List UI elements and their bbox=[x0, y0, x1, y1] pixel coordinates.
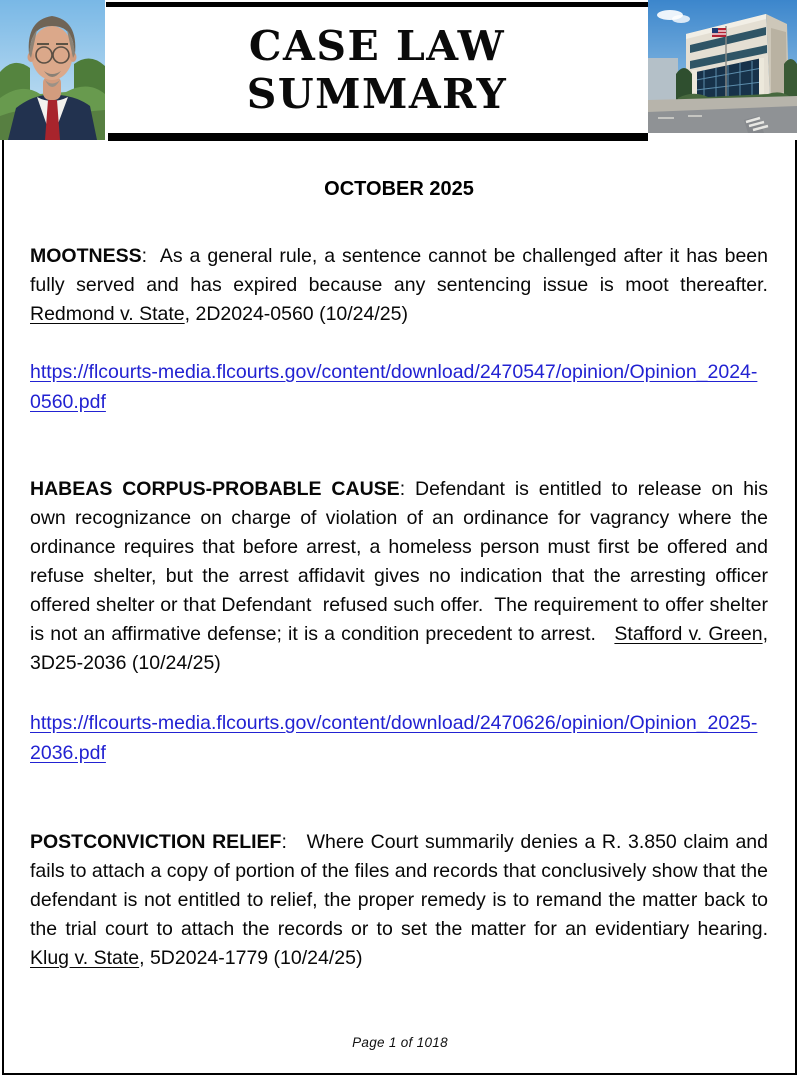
topic-heading: HABEAS CORPUS-PROBABLE CAUSE bbox=[30, 478, 400, 500]
page-title-line1: CASE LAW bbox=[248, 22, 506, 70]
newsletter-body bbox=[30, 148, 785, 973]
summary-text: Defendant is entitled to release on his own recognizance on charge of violation of an ordinance for vagrancy where the ordinance requires that before arrest, a homeless person must first be offered and refuse shelter, but the arrest affidavit gives no indication that the arresting officer offered shelter or that Defendant refused such offer. The requirement to offer shelter is not an affirmative defense; it is a condition precedent to arrest. bbox=[30, 478, 774, 645]
case-number-text: , 2D2024-0560 (10/24/25) bbox=[184, 303, 408, 325]
case-summary-paragraph bbox=[30, 242, 774, 329]
case-summary-paragraph bbox=[30, 475, 774, 678]
author-portrait-photo bbox=[0, 0, 105, 140]
issue-date-heading: OCTOBER 2025 bbox=[324, 178, 474, 200]
case-citation: Stafford v. Green bbox=[614, 623, 763, 645]
topic-separator: : bbox=[399, 478, 406, 500]
header-double-rule bbox=[108, 133, 648, 141]
topic-heading: POSTCONVICTION RELIEF bbox=[30, 831, 282, 853]
page-number: Page 1 of 1018 bbox=[352, 1035, 448, 1050]
top-rule bbox=[106, 2, 648, 7]
opinion-link[interactable]: https://flcourts-media.flcourts.gov/content/download/2470626/opinion/Opinion_2025-2036.pdf bbox=[30, 712, 758, 764]
masthead bbox=[0, 0, 800, 148]
topic-heading: MOOTNESS bbox=[30, 245, 142, 267]
courthouse-illustration bbox=[648, 0, 797, 133]
case-citation: Klug v. State bbox=[30, 947, 140, 969]
summary-text: Where Court summarily denies a R. 3.850 claim and fails to attach a copy of portion of the files and records that conclusively show that the defendant is not entitled to relief, the proper remedy is to remand the matter back to the trial court to attach the records or to set the matter for an evidentiary hearing. bbox=[30, 831, 785, 940]
case-citation: Redmond v. State bbox=[30, 303, 185, 325]
author-portrait-illustration bbox=[0, 0, 105, 140]
case-summary-paragraph bbox=[30, 828, 785, 973]
opinion-link[interactable]: https://flcourts-media.flcourts.gov/content/download/2470547/opinion/Opinion_2024-0560.pdf bbox=[30, 361, 758, 413]
courthouse-photo bbox=[648, 0, 797, 133]
topic-separator: : bbox=[281, 831, 287, 853]
case-number-text: , 3D25-2036 (10/24/25) bbox=[30, 623, 774, 674]
topic-separator: : bbox=[141, 245, 148, 267]
page-title bbox=[106, 22, 648, 118]
page-title-line2: SUMMARY bbox=[246, 70, 508, 118]
case-number-text: , 5D2024-1779 (10/24/25) bbox=[139, 947, 363, 969]
summary-text: As a general rule, a sentence cannot be challenged after it has been fully served and has expired because any sentencing issue is moot thereafter. bbox=[30, 245, 774, 296]
